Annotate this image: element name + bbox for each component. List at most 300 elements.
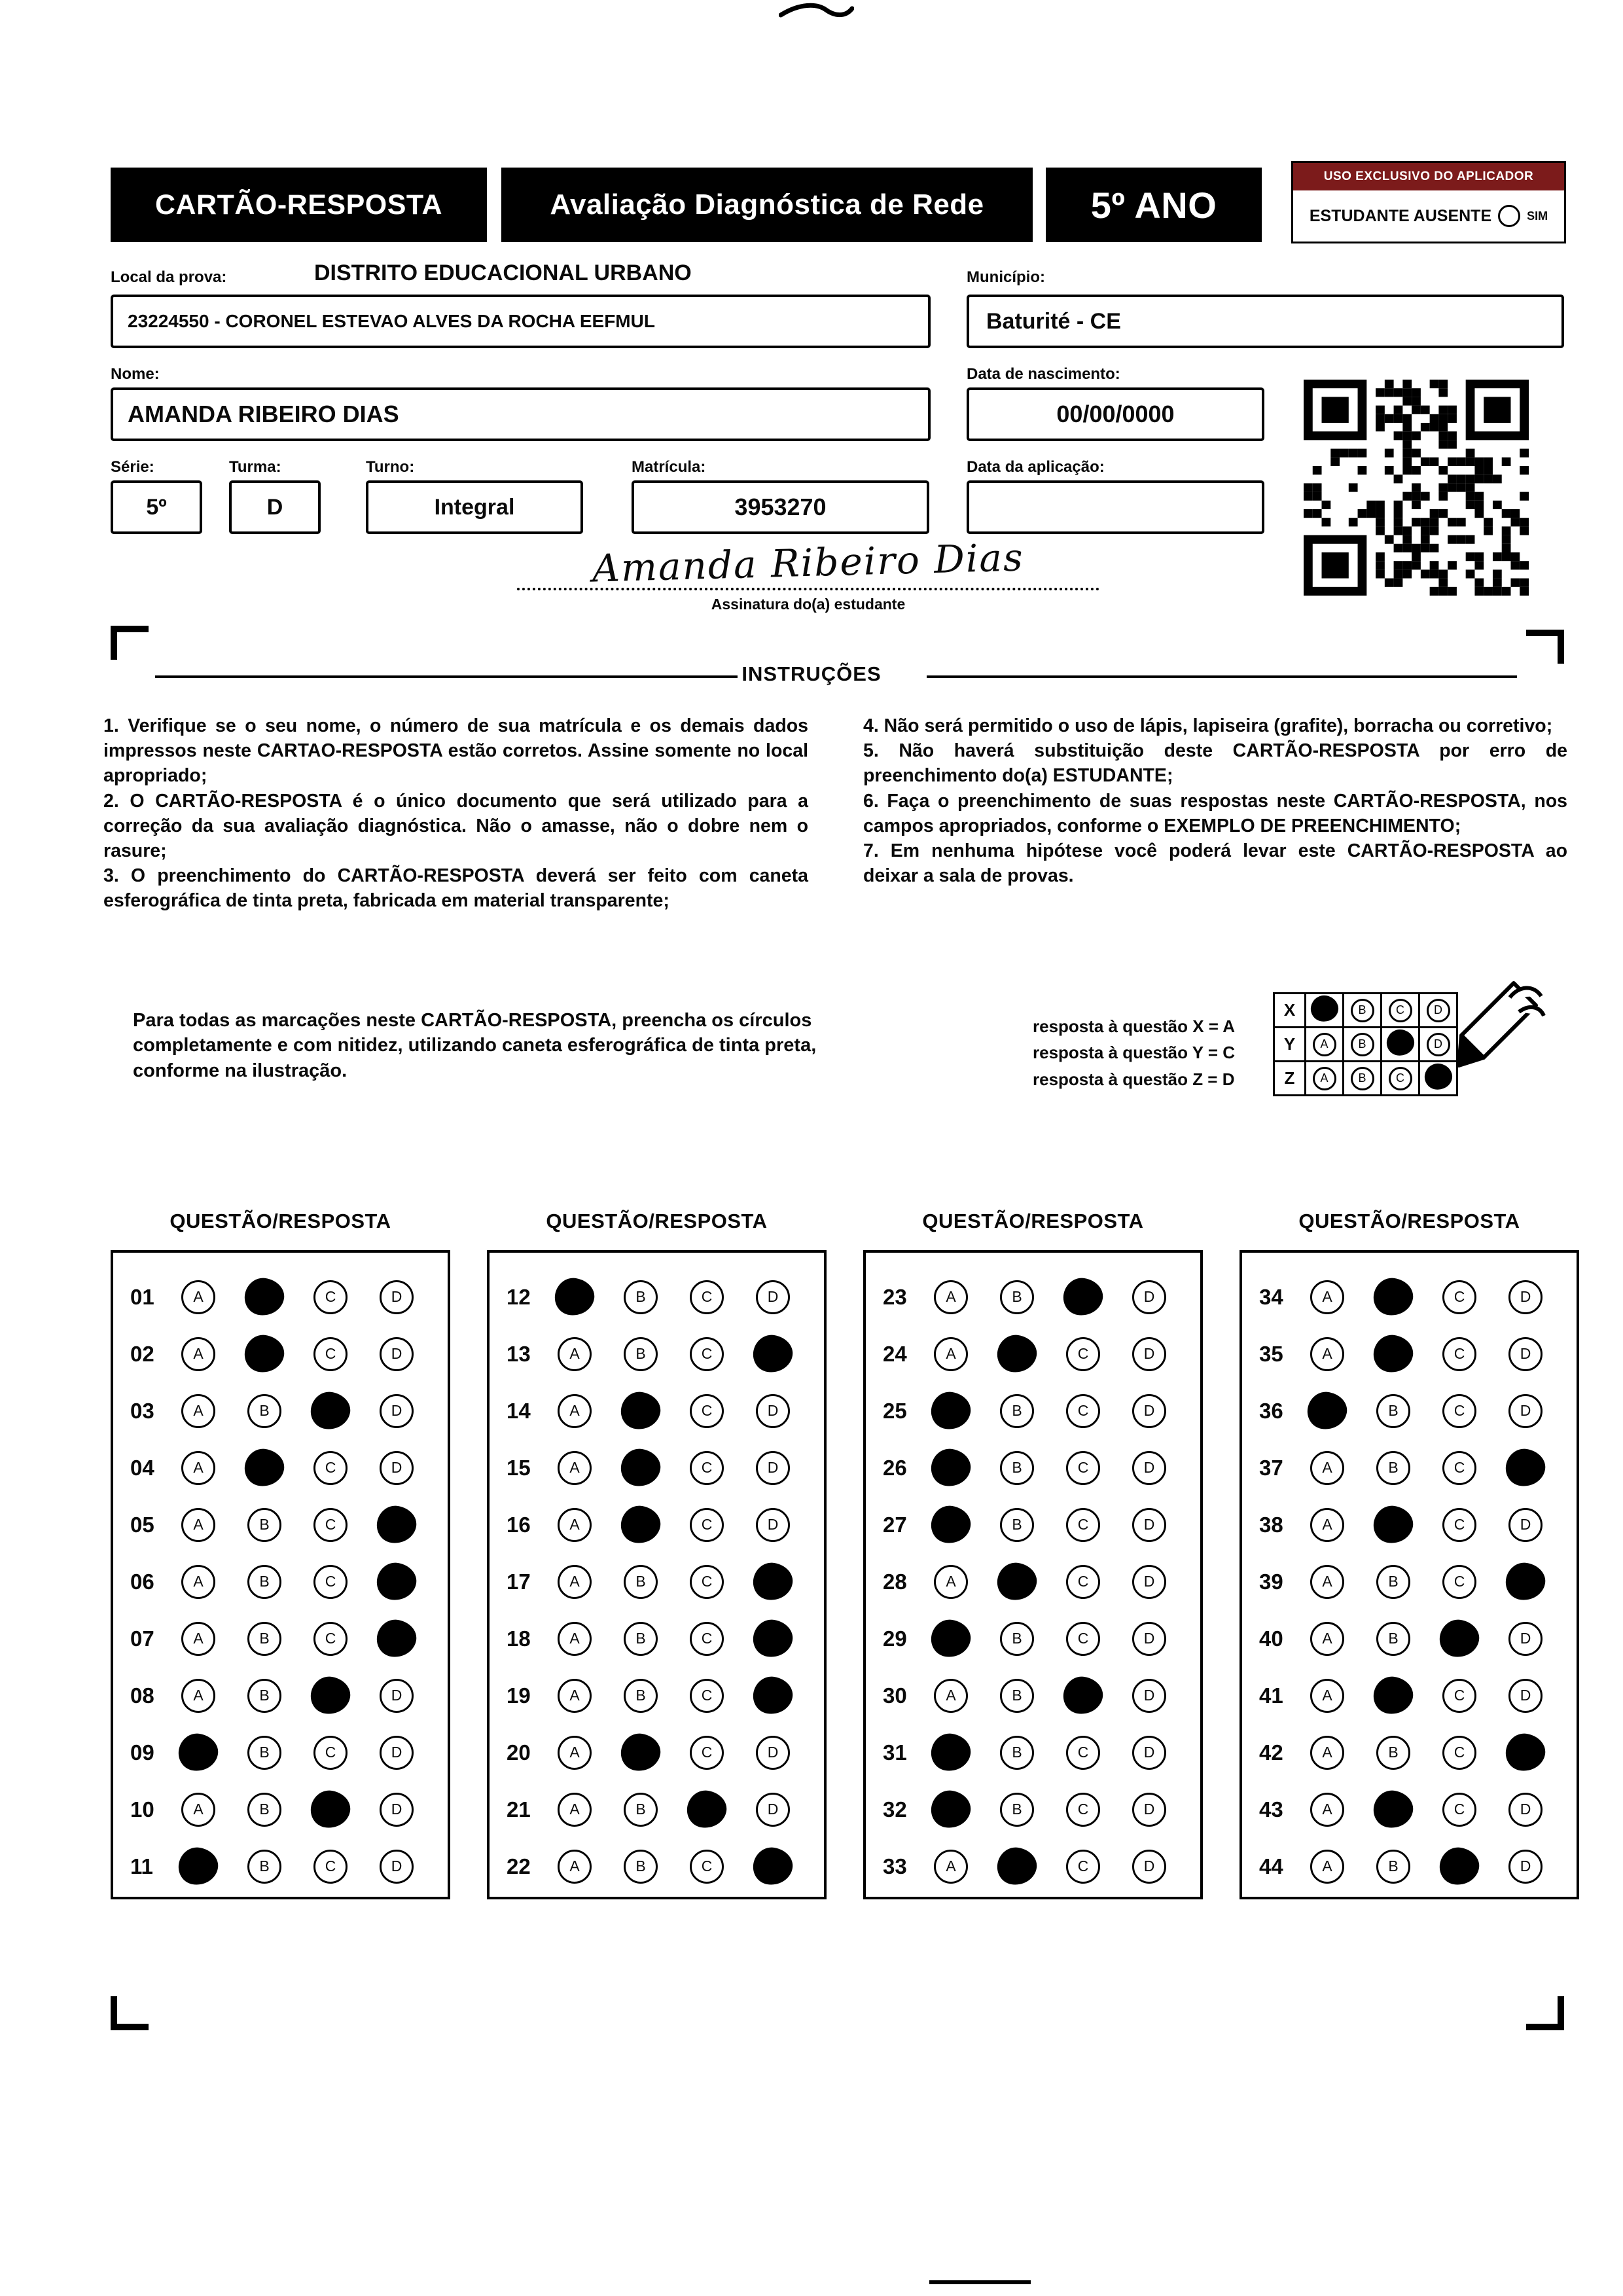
- question-number: 36: [1259, 1398, 1283, 1423]
- bubble-q37-c[interactable]: C: [1442, 1451, 1476, 1485]
- question-number: 43: [1259, 1797, 1283, 1821]
- question-number: 16: [507, 1512, 531, 1537]
- bubble-q15-d[interactable]: D: [756, 1451, 790, 1485]
- answers-header-3: QUESTÃO/RESPOSTA: [922, 1210, 1144, 1232]
- bubble-q07-d-filled[interactable]: [374, 1617, 419, 1660]
- bubble-q32-c[interactable]: C: [1066, 1793, 1100, 1827]
- signature-label: Assinatura do(a) estudante: [711, 596, 906, 613]
- answers-column-1: [111, 1250, 450, 1899]
- bubble-q04-a[interactable]: A: [181, 1451, 215, 1485]
- card-title: CARTÃO-RESPOSTA: [111, 168, 487, 242]
- bubble-q42-a[interactable]: A: [1310, 1736, 1344, 1770]
- answer-row-q09: [113, 1724, 448, 1781]
- bubble-q42-c[interactable]: C: [1442, 1736, 1476, 1770]
- bubble-q06-a[interactable]: A: [181, 1565, 215, 1599]
- serie-label: Série:: [111, 458, 154, 476]
- corner-mark-top-left: [111, 626, 149, 660]
- bubble-q29-b[interactable]: B: [1000, 1622, 1034, 1656]
- bubble-q18-d-filled[interactable]: [751, 1617, 795, 1660]
- bubble-q36-c[interactable]: C: [1442, 1394, 1476, 1428]
- scan-artifact-squiggle: [779, 1, 854, 20]
- question-number: 34: [1259, 1284, 1283, 1309]
- bubble-q21-c-filled[interactable]: [685, 1788, 729, 1831]
- answer-row-q25: [866, 1382, 1200, 1439]
- municipio-label: Município:: [967, 268, 1045, 286]
- bubble-q26-d[interactable]: D: [1132, 1451, 1166, 1485]
- question-number: 32: [883, 1797, 907, 1821]
- answer-row-q05: [113, 1496, 448, 1553]
- bubble-q28-c[interactable]: C: [1066, 1565, 1100, 1599]
- bubble-q17-a[interactable]: A: [558, 1565, 592, 1599]
- bubble-q16-b-filled[interactable]: [618, 1503, 663, 1547]
- bubble-q40-a[interactable]: A: [1310, 1622, 1344, 1656]
- bubble-q24-d[interactable]: D: [1132, 1337, 1166, 1371]
- question-number: 33: [883, 1854, 907, 1878]
- bubble-q31-b[interactable]: B: [1000, 1736, 1034, 1770]
- answers-column-3: [863, 1250, 1203, 1899]
- answers-column-2: [487, 1250, 827, 1899]
- example-cell: [1382, 1028, 1419, 1062]
- answer-row-q44: [1242, 1838, 1577, 1895]
- answer-row-q29: [866, 1610, 1200, 1667]
- question-number: 18: [507, 1626, 531, 1651]
- bubble-q31-a-filled[interactable]: [929, 1731, 973, 1774]
- bubble-q12-b[interactable]: B: [624, 1280, 658, 1314]
- instructions-right-column: [863, 713, 1567, 888]
- aplicacao-label: Data da aplicação:: [967, 458, 1105, 476]
- bubble-q14-d[interactable]: D: [756, 1394, 790, 1428]
- bubble-q10-b[interactable]: B: [247, 1793, 281, 1827]
- bubble-q44-b[interactable]: B: [1376, 1850, 1410, 1884]
- bubble-q35-c[interactable]: C: [1442, 1337, 1476, 1371]
- bubble-q44-c-filled[interactable]: [1437, 1845, 1482, 1888]
- bubble-q24-b-filled[interactable]: [995, 1333, 1039, 1376]
- bubble-q10-a[interactable]: A: [181, 1793, 215, 1827]
- bubble-q25-c[interactable]: C: [1066, 1394, 1100, 1428]
- bubble-q42-b[interactable]: B: [1376, 1736, 1410, 1770]
- bubble-q21-d[interactable]: D: [756, 1793, 790, 1827]
- bubble-q39-d-filled[interactable]: [1503, 1560, 1548, 1604]
- bubble-q08-c-filled[interactable]: [308, 1674, 353, 1717]
- example-row-label: Y: [1274, 1028, 1306, 1062]
- bubble-q12-a-filled[interactable]: [552, 1276, 597, 1319]
- bubble-q18-b[interactable]: B: [624, 1622, 658, 1656]
- bubble-q15-b-filled[interactable]: [618, 1446, 663, 1490]
- question-number: 28: [883, 1569, 907, 1594]
- nascimento-label: Data de nascimento:: [967, 365, 1120, 383]
- nascimento-field: 00/00/0000: [967, 387, 1264, 441]
- example-cell: [1344, 994, 1382, 1028]
- bubble-q29-c[interactable]: C: [1066, 1622, 1100, 1656]
- bubble-q22-a[interactable]: A: [558, 1850, 592, 1884]
- answer-row-q14: [490, 1382, 824, 1439]
- bubble-q16-d[interactable]: D: [756, 1508, 790, 1542]
- answer-row-q27: [866, 1496, 1200, 1553]
- bubble-q34-d[interactable]: D: [1508, 1280, 1543, 1314]
- bubble-q13-b[interactable]: B: [624, 1337, 658, 1371]
- bubble-q25-b[interactable]: B: [1000, 1394, 1034, 1428]
- bubble-q36-d[interactable]: D: [1508, 1394, 1543, 1428]
- example-row-x: [1274, 994, 1457, 1028]
- serie-field: 5º: [111, 480, 202, 534]
- nome-label: Nome:: [111, 365, 160, 383]
- answer-row-q02: [113, 1325, 448, 1382]
- bubble-q19-b[interactable]: B: [624, 1679, 658, 1713]
- bubble-q40-b[interactable]: B: [1376, 1622, 1410, 1656]
- bubble-q03-d[interactable]: D: [380, 1394, 414, 1428]
- bubble-q22-b[interactable]: B: [624, 1850, 658, 1884]
- grade-badge: 5º ANO: [1046, 168, 1262, 242]
- bubble-q02-a[interactable]: A: [181, 1337, 215, 1371]
- example-row-label: X: [1274, 994, 1306, 1028]
- question-number: 04: [130, 1455, 154, 1480]
- example-cell: [1382, 994, 1419, 1028]
- applicator-box: [1291, 161, 1566, 243]
- bubble-q35-d[interactable]: D: [1508, 1337, 1543, 1371]
- bubble-q07-b[interactable]: B: [247, 1622, 281, 1656]
- question-number: 38: [1259, 1512, 1283, 1537]
- bubble-q14-b-filled[interactable]: [618, 1390, 663, 1433]
- bubble-q14-a[interactable]: A: [558, 1394, 592, 1428]
- bubble-q20-b-filled[interactable]: [618, 1731, 663, 1774]
- answer-row-q13: [490, 1325, 824, 1382]
- answer-row-q21: [490, 1781, 824, 1838]
- bubble-q09-d[interactable]: D: [380, 1736, 414, 1770]
- bubble-q30-a[interactable]: A: [934, 1679, 968, 1713]
- bubble-q23-a[interactable]: A: [934, 1280, 968, 1314]
- student-absent-row: [1293, 190, 1564, 242]
- bubble-q15-c[interactable]: C: [690, 1451, 724, 1485]
- bubble-q19-d-filled[interactable]: [751, 1674, 795, 1717]
- answer-row-q42: [1242, 1724, 1577, 1781]
- answer-row-q18: [490, 1610, 824, 1667]
- bubble-q43-c[interactable]: C: [1442, 1793, 1476, 1827]
- question-number: 22: [507, 1854, 531, 1878]
- bubble-q27-b[interactable]: B: [1000, 1508, 1034, 1542]
- bubble-q30-c-filled[interactable]: [1061, 1674, 1105, 1717]
- divider-right: [927, 675, 1517, 678]
- absent-sim-label: SIM: [1527, 209, 1548, 223]
- bubble-q38-a[interactable]: A: [1310, 1508, 1344, 1542]
- bubble-q41-a[interactable]: A: [1310, 1679, 1344, 1713]
- bubble-q02-d[interactable]: D: [380, 1337, 414, 1371]
- bubble-q19-c[interactable]: C: [690, 1679, 724, 1713]
- bubble-q19-a[interactable]: A: [558, 1679, 592, 1713]
- bubble-q33-d[interactable]: D: [1132, 1850, 1166, 1884]
- bubble-q27-a-filled[interactable]: [929, 1503, 973, 1547]
- bubble-q26-a-filled[interactable]: [929, 1446, 973, 1490]
- answer-row-q23: [866, 1268, 1200, 1325]
- bubble-q43-b-filled[interactable]: [1371, 1788, 1416, 1831]
- bubble-q23-d[interactable]: D: [1132, 1280, 1166, 1314]
- answers-column-4: [1240, 1250, 1579, 1899]
- question-number: 35: [1259, 1341, 1283, 1366]
- bubble-q03-c-filled[interactable]: [308, 1390, 353, 1433]
- bubble-q27-d[interactable]: D: [1132, 1508, 1166, 1542]
- scan-artifact-line: [929, 2280, 1031, 2284]
- bubble-q41-b-filled[interactable]: [1371, 1674, 1416, 1717]
- answer-row-q17: [490, 1553, 824, 1610]
- bubble-q38-c[interactable]: C: [1442, 1508, 1476, 1542]
- bubble-q30-b[interactable]: B: [1000, 1679, 1034, 1713]
- bubble-q31-c[interactable]: C: [1066, 1736, 1100, 1770]
- bubble-q23-b[interactable]: B: [1000, 1280, 1034, 1314]
- bubble-q43-d[interactable]: D: [1508, 1793, 1543, 1827]
- bubble-q33-a[interactable]: A: [934, 1850, 968, 1884]
- bubble-q05-b[interactable]: B: [247, 1508, 281, 1542]
- question-number: 08: [130, 1683, 154, 1708]
- answers-header-1: QUESTÃO/RESPOSTA: [169, 1210, 391, 1232]
- answer-row-q31: [866, 1724, 1200, 1781]
- bubble-q37-b[interactable]: B: [1376, 1451, 1410, 1485]
- bubble-q33-b-filled[interactable]: [995, 1845, 1039, 1888]
- bubble-q38-d[interactable]: D: [1508, 1508, 1543, 1542]
- bubble-q18-a[interactable]: A: [558, 1622, 592, 1656]
- question-number: 03: [130, 1398, 154, 1423]
- bubble-q30-d[interactable]: D: [1132, 1679, 1166, 1713]
- answer-row-q32: [866, 1781, 1200, 1838]
- bubble-q27-c[interactable]: C: [1066, 1508, 1100, 1542]
- bubble-q33-c[interactable]: C: [1066, 1850, 1100, 1884]
- question-number: 07: [130, 1626, 154, 1651]
- corner-mark-top-right: [1526, 630, 1564, 664]
- example-bubble-x-b: B: [1351, 999, 1374, 1022]
- bubble-q41-c[interactable]: C: [1442, 1679, 1476, 1713]
- answer-row-q11: [113, 1838, 448, 1895]
- bubble-q39-a[interactable]: A: [1310, 1565, 1344, 1599]
- bubble-q18-c[interactable]: C: [690, 1622, 724, 1656]
- bubble-q04-d[interactable]: D: [380, 1451, 414, 1485]
- bubble-q39-c[interactable]: C: [1442, 1565, 1476, 1599]
- bubble-q11-c[interactable]: C: [313, 1850, 348, 1884]
- bubble-q14-c[interactable]: C: [690, 1394, 724, 1428]
- qr-code: [1304, 380, 1529, 596]
- answer-row-q03: [113, 1382, 448, 1439]
- example-cell: [1306, 1028, 1344, 1062]
- answer-row-q26: [866, 1439, 1200, 1496]
- bubble-q11-a-filled[interactable]: [176, 1845, 221, 1888]
- bubble-q13-c[interactable]: C: [690, 1337, 724, 1371]
- bubble-q10-c-filled[interactable]: [308, 1788, 353, 1831]
- bubble-q28-b-filled[interactable]: [995, 1560, 1039, 1604]
- answer-row-q19: [490, 1667, 824, 1724]
- absent-bubble[interactable]: [1498, 205, 1520, 227]
- question-number: 29: [883, 1626, 907, 1651]
- question-number: 10: [130, 1797, 154, 1821]
- bubble-q37-a[interactable]: A: [1310, 1451, 1344, 1485]
- bubble-q20-c[interactable]: C: [690, 1736, 724, 1770]
- question-number: 17: [507, 1569, 531, 1594]
- bubble-q29-d[interactable]: D: [1132, 1622, 1166, 1656]
- bubble-q29-a-filled[interactable]: [929, 1617, 973, 1660]
- bubble-q25-d[interactable]: D: [1132, 1394, 1166, 1428]
- bubble-q24-a[interactable]: A: [934, 1337, 968, 1371]
- bubble-q43-a[interactable]: A: [1310, 1793, 1344, 1827]
- matricula-label: Matrícula:: [632, 458, 706, 476]
- bubble-q06-c[interactable]: C: [313, 1565, 348, 1599]
- question-number: 25: [883, 1398, 907, 1423]
- bubble-q32-d[interactable]: D: [1132, 1793, 1166, 1827]
- bubble-q17-c[interactable]: C: [690, 1565, 724, 1599]
- bubble-q24-c[interactable]: C: [1066, 1337, 1100, 1371]
- example-row-label: Z: [1274, 1062, 1306, 1096]
- exam-title: Avaliação Diagnóstica de Rede: [501, 168, 1033, 242]
- bubble-q08-b[interactable]: B: [247, 1679, 281, 1713]
- bubble-q06-b[interactable]: B: [247, 1565, 281, 1599]
- bubble-q37-d-filled[interactable]: [1503, 1446, 1548, 1490]
- bubble-q26-b[interactable]: B: [1000, 1451, 1034, 1485]
- bubble-q32-b[interactable]: B: [1000, 1793, 1034, 1827]
- bubble-q05-d-filled[interactable]: [374, 1503, 419, 1547]
- bubble-q12-d[interactable]: D: [756, 1280, 790, 1314]
- bubble-q12-c[interactable]: C: [690, 1280, 724, 1314]
- bubble-q44-a[interactable]: A: [1310, 1850, 1344, 1884]
- bubble-q38-b-filled[interactable]: [1371, 1503, 1416, 1547]
- bubble-q41-d[interactable]: D: [1508, 1679, 1543, 1713]
- bubble-q13-a[interactable]: A: [558, 1337, 592, 1371]
- bubble-q06-d-filled[interactable]: [374, 1560, 419, 1604]
- bubble-q16-a[interactable]: A: [558, 1508, 592, 1542]
- answer-row-q35: [1242, 1325, 1577, 1382]
- answers-header-4: QUESTÃO/RESPOSTA: [1298, 1210, 1520, 1232]
- question-number: 42: [1259, 1740, 1283, 1765]
- question-number: 27: [883, 1512, 907, 1537]
- divider-left: [155, 675, 738, 678]
- bubble-q35-b-filled[interactable]: [1371, 1333, 1416, 1376]
- bubble-q44-d[interactable]: D: [1508, 1850, 1543, 1884]
- answer-row-q15: [490, 1439, 824, 1496]
- bubble-q40-d[interactable]: D: [1508, 1622, 1543, 1656]
- turno-field: Integral: [366, 480, 583, 534]
- question-number: 05: [130, 1512, 154, 1537]
- bubble-q21-a[interactable]: A: [558, 1793, 592, 1827]
- example-line-x: resposta à questão X = A: [1033, 1016, 1235, 1036]
- bubble-q16-c[interactable]: C: [690, 1508, 724, 1542]
- bubble-q04-c[interactable]: C: [313, 1451, 348, 1485]
- local-value: DISTRITO EDUCACIONAL URBANO: [314, 260, 692, 285]
- bubble-q34-a[interactable]: A: [1310, 1280, 1344, 1314]
- bubble-q13-d-filled[interactable]: [751, 1333, 795, 1376]
- bubble-q26-c[interactable]: C: [1066, 1451, 1100, 1485]
- bubble-q09-b[interactable]: B: [247, 1736, 281, 1770]
- corner-mark-bottom-right: [1526, 1996, 1564, 2030]
- bubble-q03-a[interactable]: A: [181, 1394, 215, 1428]
- bubble-q17-d-filled[interactable]: [751, 1560, 795, 1604]
- bubble-q17-b[interactable]: B: [624, 1565, 658, 1599]
- bubble-q02-c[interactable]: C: [313, 1337, 348, 1371]
- bubble-q28-d[interactable]: D: [1132, 1565, 1166, 1599]
- example-bubble-y-b: B: [1351, 1033, 1374, 1056]
- bubble-q22-c[interactable]: C: [690, 1850, 724, 1884]
- bubble-q42-d-filled[interactable]: [1503, 1731, 1548, 1774]
- bubble-q21-b[interactable]: B: [624, 1793, 658, 1827]
- bubble-q20-a[interactable]: A: [558, 1736, 592, 1770]
- bubble-q08-a[interactable]: A: [181, 1679, 215, 1713]
- example-bubble-z-b: B: [1351, 1067, 1374, 1090]
- marking-instructions: Para todas as marcações neste CARTÃO-RESPOSTA, preencha os círculos completamente e com nitidez, utilizando caneta esferográfica de tinta preta, conforme na ilustração.: [133, 1010, 817, 1081]
- bubble-q32-a-filled[interactable]: [929, 1788, 973, 1831]
- bubble-q11-b[interactable]: B: [247, 1850, 281, 1884]
- example-cell: [1382, 1062, 1419, 1096]
- bubble-q01-a[interactable]: A: [181, 1280, 215, 1314]
- question-number: 13: [507, 1341, 531, 1366]
- question-number: 11: [130, 1854, 153, 1878]
- bubble-q05-a[interactable]: A: [181, 1508, 215, 1542]
- bubble-q25-a-filled[interactable]: [929, 1390, 973, 1433]
- bubble-q09-a-filled[interactable]: [176, 1731, 221, 1774]
- bubble-q08-d[interactable]: D: [380, 1679, 414, 1713]
- question-number: 26: [883, 1455, 907, 1480]
- answer-row-q36: [1242, 1382, 1577, 1439]
- example-cell: [1344, 1028, 1382, 1062]
- nome-field: AMANDA RIBEIRO DIAS: [111, 387, 931, 441]
- bubble-q40-c-filled[interactable]: [1437, 1617, 1482, 1660]
- example-bubble-x-c: C: [1389, 999, 1412, 1022]
- bubble-q05-c[interactable]: C: [313, 1508, 348, 1542]
- bubble-q34-b-filled[interactable]: [1371, 1276, 1416, 1319]
- answer-row-q39: [1242, 1553, 1577, 1610]
- question-number: 20: [507, 1740, 531, 1765]
- question-number: 39: [1259, 1569, 1283, 1594]
- example-bubble-x-a-filled: [1308, 994, 1340, 1024]
- bubble-q01-c[interactable]: C: [313, 1280, 348, 1314]
- instruction-item-7: 7. Em nenhuma hipótese você poderá levar este CARTÃO-RESPOSTA ao deixar a sala de provas.: [863, 840, 1567, 887]
- bubble-q04-b-filled[interactable]: [242, 1446, 287, 1490]
- bubble-q35-a[interactable]: A: [1310, 1337, 1344, 1371]
- matricula-field: 3953270: [632, 480, 929, 534]
- bubble-q01-b-filled[interactable]: [242, 1276, 287, 1319]
- instruction-item-4: 4. Não será permitido o uso de lápis, lapiseira (grafite), borracha ou corretivo;: [863, 715, 1553, 736]
- answer-row-q28: [866, 1553, 1200, 1610]
- answers-header-2: QUESTÃO/RESPOSTA: [546, 1210, 768, 1232]
- example-bubble-z-a: A: [1313, 1067, 1336, 1090]
- turno-label: Turno:: [366, 458, 415, 476]
- bubble-q31-d[interactable]: D: [1132, 1736, 1166, 1770]
- bubble-q34-c[interactable]: C: [1442, 1280, 1476, 1314]
- bubble-q02-b-filled[interactable]: [242, 1333, 287, 1376]
- example-grid: [1273, 992, 1458, 1096]
- applicator-title: USO EXCLUSIVO DO APLICADOR: [1293, 163, 1564, 190]
- bubble-q36-b[interactable]: B: [1376, 1394, 1410, 1428]
- bubble-q22-d-filled[interactable]: [751, 1845, 795, 1888]
- bubble-q07-a[interactable]: A: [181, 1622, 215, 1656]
- bubble-q28-a[interactable]: A: [934, 1565, 968, 1599]
- school-field: 23224550 - CORONEL ESTEVAO ALVES DA ROCHA EEFMUL: [111, 295, 931, 348]
- signature-block: [517, 535, 1099, 613]
- bubble-q36-a-filled[interactable]: [1305, 1390, 1349, 1433]
- bubble-q03-b[interactable]: B: [247, 1394, 281, 1428]
- bubble-q23-c-filled[interactable]: [1061, 1276, 1105, 1319]
- bubble-q15-a[interactable]: A: [558, 1451, 592, 1485]
- bubble-q11-d[interactable]: D: [380, 1850, 414, 1884]
- bubble-q39-b[interactable]: B: [1376, 1565, 1410, 1599]
- bubble-q10-d[interactable]: D: [380, 1793, 414, 1827]
- instructions-left-column: [103, 713, 808, 914]
- question-number: 44: [1259, 1854, 1283, 1878]
- bubble-q09-c[interactable]: C: [313, 1736, 348, 1770]
- example-bubble-y-c-filled: [1384, 1028, 1416, 1058]
- bubble-q20-d[interactable]: D: [756, 1736, 790, 1770]
- answer-row-q34: [1242, 1268, 1577, 1325]
- question-number: 12: [507, 1284, 531, 1309]
- student-absent-label: ESTUDANTE AUSENTE: [1309, 206, 1492, 225]
- bubble-q07-c[interactable]: C: [313, 1622, 348, 1656]
- turma-field: D: [229, 480, 321, 534]
- question-number: 41: [1259, 1683, 1283, 1708]
- bubble-q01-d[interactable]: D: [380, 1280, 414, 1314]
- answer-row-q16: [490, 1496, 824, 1553]
- example-bubble-y-a: A: [1313, 1033, 1336, 1056]
